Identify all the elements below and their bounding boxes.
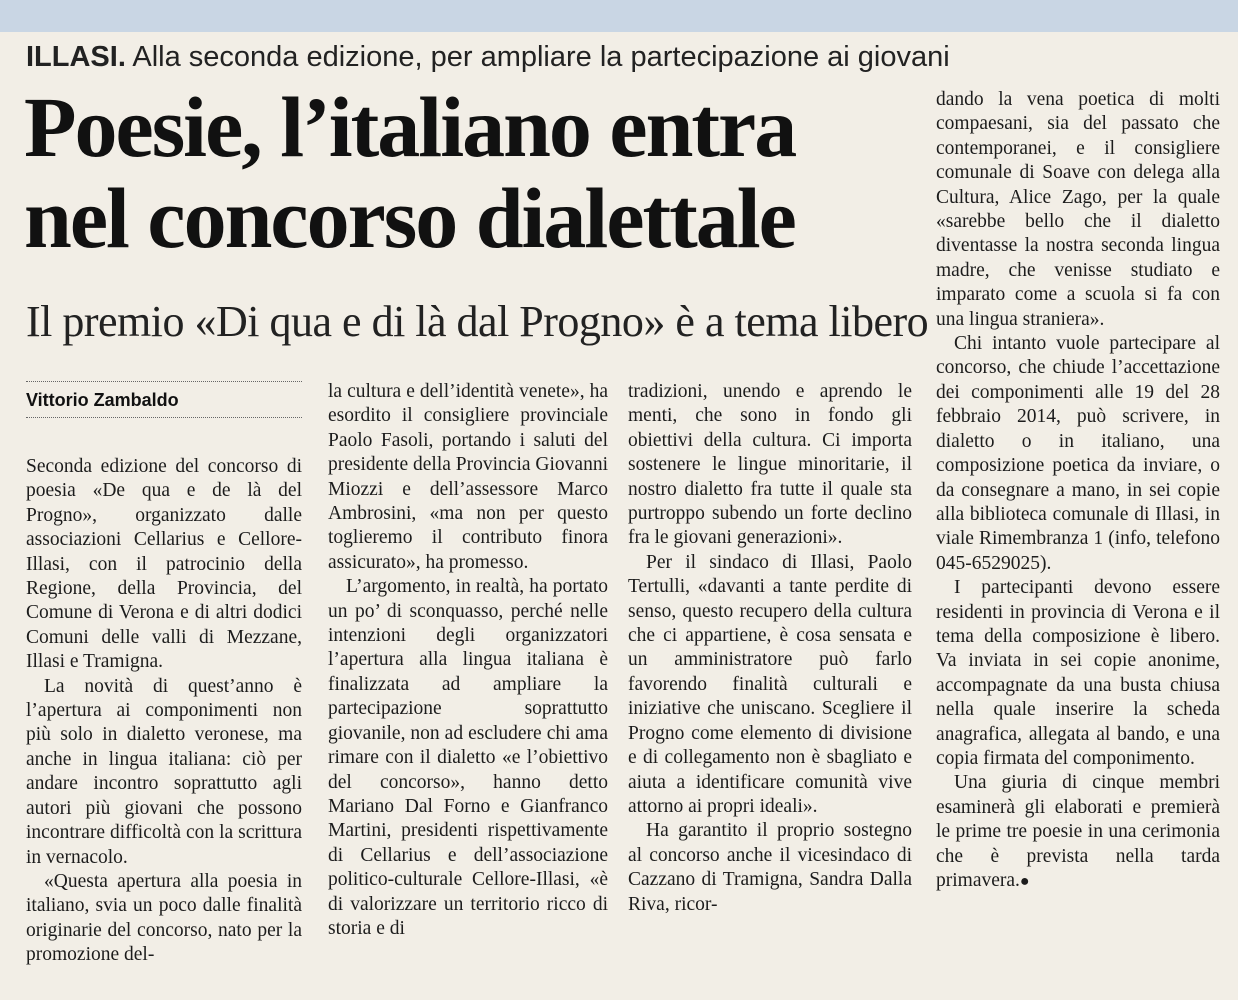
article-byline: Vittorio Zambaldo (26, 381, 302, 418)
col3-paragraph-2: Per il sindaco di Illasi, Paolo Tertulli, «davanti a tante perdite di senso, questo recupero della cultura che ci appartiene, è cosa sensata e un amministratore può farlo favorendo finalità culturali e iniziative che uniscano. Scegliere il Progno come elemento di divisione e di collegamento non è sbagliato e aiuta a identificare comunità vive attorno ai propri ideali». (628, 551, 912, 817)
text-column-3 (628, 380, 912, 917)
col3-paragraph-1: tradizioni, unendo e aprendo le menti, che sono in fondo gli obiettivi della cultura. Ci importa sostenere le lingue minoritarie, il nostro dialetto fra tutte il quale sta purtroppo subendo un forte declino fra le giovani generazioni». (628, 381, 912, 549)
headline-line-1: Poesie, l’italiano entra (24, 79, 796, 175)
article-kicker (26, 40, 950, 74)
col2-paragraph-2: L’argomento, in realtà, ha portato un po’ di sconquasso, perché nelle intenzioni degli organizzatori l’apertura alla lingua italiana è finalizzata ad ampliare la partecipazione soprattutto giovanile, non ad escludere chi ama rimare con il dialetto «e l’obiettivo del concorso», hanno detto Mariano Dal Forno e Gianfranco Martini, presidenti rispettivamente di Cellarius e dell’associazione politico-culturale Cellore-Illasi, «è di valorizzare un territorio ricco di storia e di (328, 576, 608, 939)
text-column-1 (26, 455, 302, 968)
col4-paragraph-4-text: Una giuria di cinque membri esaminerà gli elaborati e premierà le prime tre poesie in una cerimonia che è prevista nella tarda primavera. (936, 772, 1220, 891)
col4-paragraph-3: I partecipanti devono essere residenti in provincia di Verona e il tema della composizione è libero. Va inviata in sei copie anonime, accompagnate da una busta chiusa nella quale inserire la scheda anagrafica, allegata al bando, e una copia firmata del componimento. (936, 577, 1220, 769)
end-of-article-mark: ● (1019, 873, 1030, 890)
kicker-text: Alla seconda edizione, per ampliare la partecipazione ai giovani (125, 41, 950, 73)
col3-paragraph-3: Ha garantito il proprio sostegno al concorso anche il vicesindaco di Cazzano di Tramigna, Sandra Dalla Riva, ricor- (628, 820, 912, 915)
col4-paragraph-1: dando la vena poetica di molti compaesani, sia del passato che contemporanei, e il consigliere comunale di Soave con delega alla Cultura, Alice Zago, per la quale «sarebbe bello che il dialetto diventasse la nostra seconda lingua madre, che venisse studiato e imparato come a scuola si fa con una lingua straniera». (936, 89, 1220, 330)
col1-paragraph-3: «Questa apertura alla poesia in italiano, svia un poco dalle finalità originarie del concorso, nato per la promozione del- (26, 870, 302, 966)
kicker-place: ILLASI. (26, 41, 126, 73)
col1-paragraph-2: La novità di quest’anno è l’apertura ai componimenti non più solo in dialetto veronese, ma anche in lingua italiana: ciò per andare incontro soprattutto agli autori più giovani che possono incontrare difficoltà con la scrittura in vernacolo. (26, 675, 302, 868)
col2-paragraph-1: la cultura e dell’identità venete», ha esordito il consigliere provinciale Paolo Fasoli, portando i saluti del presidente della Provincia Giovanni Miozzi e dell’assessore Marco Ambrosini, «ma non per questo toglieremo il contributo finora assicurato», ha promesso. (328, 381, 608, 573)
text-column-4 (936, 88, 1220, 894)
text-column-2 (328, 380, 608, 941)
col1-paragraph-1: Seconda edizione del concorso di poesia «De qua e de là del Progno», organizzato dalle associazioni Cellarius e Cellore-Illasi, con il patrocinio della Regione, della Provincia, del Comune di Verona e di altri dodici Comuni delle valli di Mezzane, Illasi e Tramigna. (26, 456, 302, 673)
article-headline (24, 79, 924, 266)
col4-paragraph-2: Chi intanto vuole partecipare al concorso, che chiude l’accettazione dei componimenti alle 19 del 28 febbraio 2014, può scrivere, in dialetto o in italiano, una composizione poetica da inviare, o da consegnare a mano, in sei copie alla biblioteca comunale di Illasi, in viale Rimembranza 1 (info, telefono 045-6529025). (936, 333, 1220, 574)
article-subtitle: Il premio «Di qua e di là dal Progno» è a tema libero (26, 297, 929, 346)
page-top-band (0, 0, 1238, 32)
headline-line-2: nel concorso dialettale (24, 170, 795, 266)
col4-paragraph-4 (936, 771, 1220, 894)
